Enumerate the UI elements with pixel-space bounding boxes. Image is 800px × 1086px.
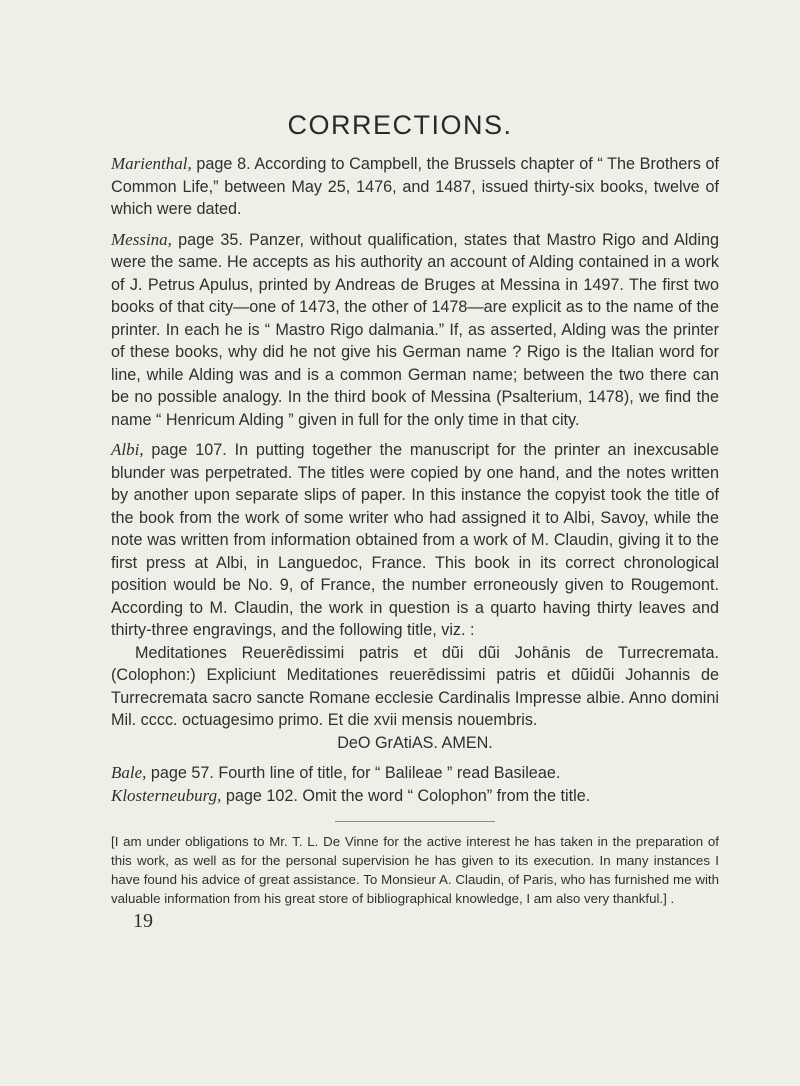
corrections-body	[111, 153, 719, 933]
correction-entry-klosterneuburg	[111, 785, 719, 808]
entry-term: Klosterneuburg,	[111, 785, 222, 805]
correction-entry-marienthal	[111, 153, 719, 221]
entry-term: Bale,	[111, 763, 147, 782]
entry-term: Marienthal,	[111, 154, 192, 173]
quoted-title-closing: DeO GrAtiAS. AMEN.	[337, 733, 493, 752]
entry-text: page 57. Fourth line of title, for “ Balileae ” read Basileae.	[146, 764, 561, 782]
entry-term: Messina,	[111, 229, 172, 249]
correction-entry-messina	[111, 229, 719, 432]
page-number: 19	[133, 910, 153, 932]
acknowledgement-footnote: [I am under obligations to Mr. T. L. De Vinne for the active interest he has taken in the preparation of this work, as well as for the personal supervision he has given to its execution. In many instances I have found his advice of great assistance. To Monsieur A. Claudin, of Paris, who has furnished me with valuable information from his great store of bibliographical knowledge, I am also very thankful.] .	[111, 834, 719, 906]
separator-rule	[335, 821, 495, 822]
page-title: CORRECTIONS.	[287, 110, 513, 140]
entry-text: page 107. In putting together the manuscript for the printer an inexcusable blunder was perpetrated. The titles were copied by one hand, and the notes written by another upon separate slips of paper. In this instance the copyist took the title of the book from the work of some writer who had assigned it to Albi, Savoy, while the note was written from information obtained from a work of M. Claudin, giving it to the first press at Albi, in Languedoc, France. This book in its correct chronological position would be No. 9, of France, the number erroneously given to Rougemont. According to M. Claudin, the work in question is a quarto having thirty leaves and thirty-three engravings, and the following title, viz. :	[111, 441, 719, 639]
correction-entry-albi	[111, 439, 719, 642]
correction-entry-bale	[111, 762, 719, 785]
quoted-book-title: Meditationes Reuerēdissimi patris et dũi dũi Johānis de Turrecremata. (Colophon:) Expliciunt Meditationes reuerēdissimi patris et dũidũi Johannis de Turrecremata sacro sancte Romane ecclesie Cardinalis Impresse albie. Anno domini Mil. cccc. octuagesimo primo. Et die xvii mensis nouembris.	[111, 643, 719, 729]
entry-term: Albi,	[111, 440, 144, 459]
entry-text: page 102. Omit the word “ Colophon” from the title.	[221, 786, 591, 805]
entry-text: page 35. Panzer, without qualification, states that Mastro Rigo and Alding were the same. He accepts as his authority an account of Alding contained in a work of J. Petrus Apulus, printed by Andreas de Bruges at Messina in 1497. The first two books of that city—one of 1473, the other of 1478—are explicit as to the name of the printer. In each he is “ Mastro Rigo dalmania.” If, as asserted, Alding was the printer of these books, why did he not give his German name ? Rigo is the Italian word for line, while Alding was and is a common German name; between the two there can be no possible analogy. In the third book of Messina (Psalterium, 1478), we find the name “ Henricum Alding ” given in full for the only time in that city.	[111, 230, 719, 429]
entry-text: page 8. According to Campbell, the Brussels chapter of “ The Brothers of Common Life,” between May 25, 1476, and 1487, issued thirty-six books, twelve of which were dated.	[111, 155, 719, 218]
